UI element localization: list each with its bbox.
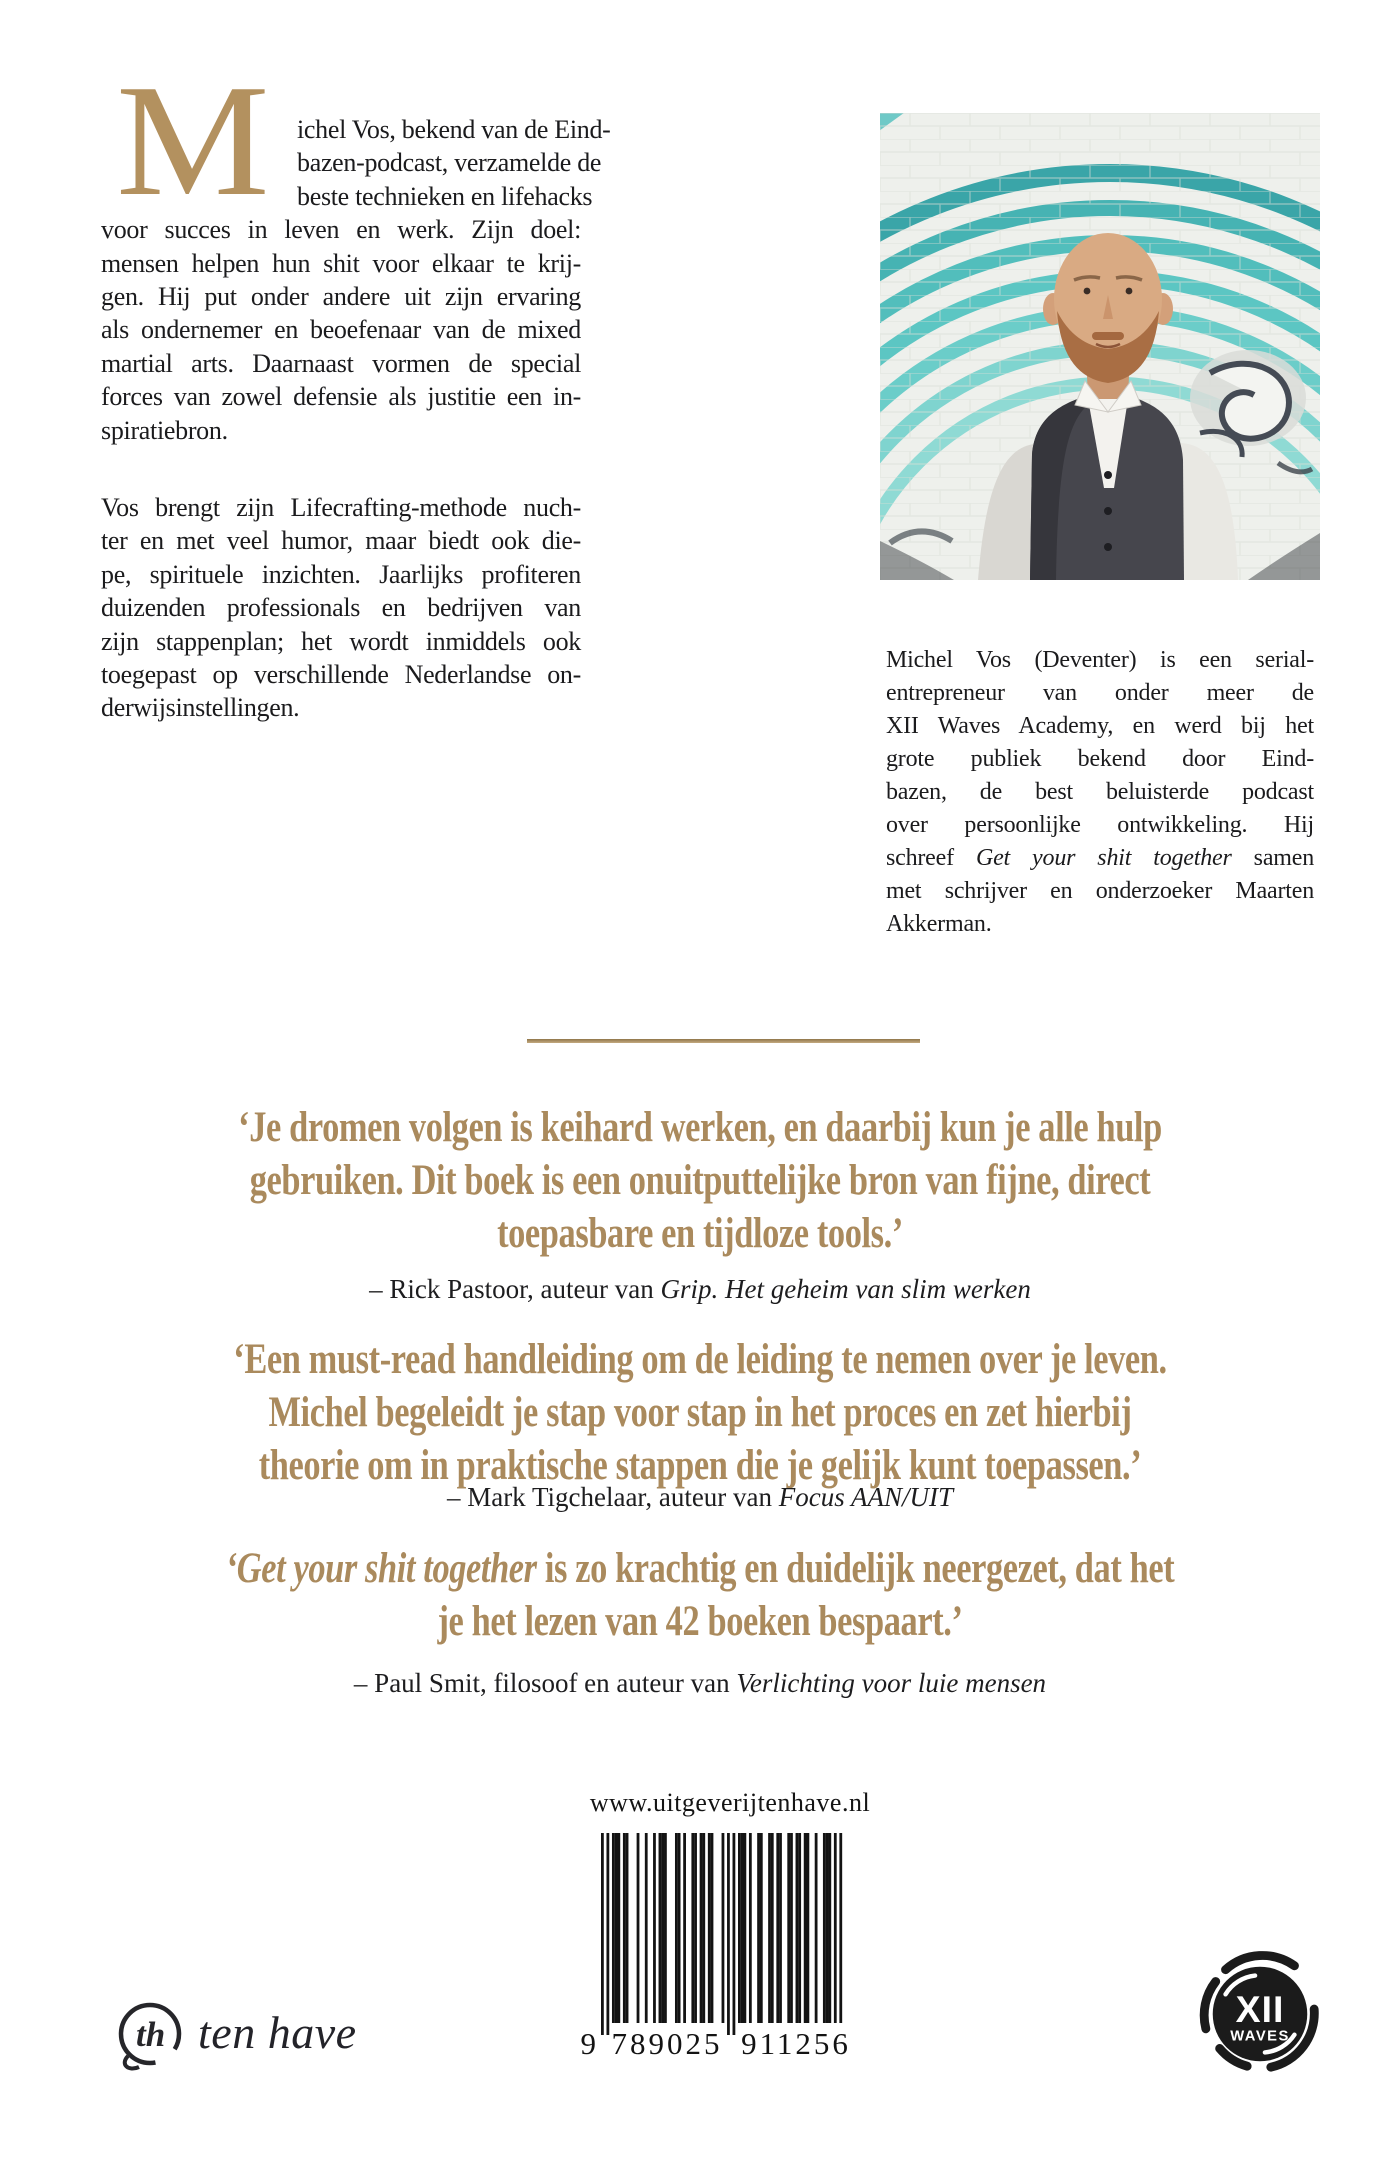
- quote-line: [140, 1101, 1260, 1154]
- barcode-bars: [601, 1833, 862, 2035]
- about-text-line: voor succes in leven en werk. Zijn doel:: [101, 215, 581, 245]
- barcode-bar: [779, 1833, 782, 2023]
- italic-text: Get your shit together: [975, 845, 1232, 871]
- quote-line: [140, 1386, 1260, 1439]
- quote-line: [140, 1595, 1260, 1648]
- bio-text-line: [886, 809, 1314, 842]
- barcode-bar: [787, 1833, 790, 2023]
- quote-attribution: [0, 1666, 1400, 1700]
- about-text-line: Vos brengt zijn Lifecrafting-methode nuch-: [101, 493, 581, 522]
- text-run: – Rick Pastoor, auteur van: [369, 1274, 661, 1304]
- about-text-line: mensen helpen hun shit voor elkaar te krij-: [101, 248, 581, 278]
- barcode-bar: [757, 1833, 760, 2023]
- barcode-bar: [815, 1833, 818, 2023]
- about-text-line: spiratiebron.: [101, 415, 228, 445]
- text-run: Michel Vos (Deventer) is een serial-: [886, 647, 1314, 673]
- endorsement-quote: [0, 1542, 1400, 1648]
- barcode-bar: [790, 1833, 793, 2023]
- bio-text-line: [886, 908, 1314, 941]
- italic-text: Verlichting voor luie mensen: [736, 1668, 1047, 1698]
- dropcap-m: M: [116, 51, 270, 229]
- tenhave-monogram-icon: [112, 1992, 196, 2082]
- bio-text-line: [886, 842, 1314, 875]
- barcode-bar: [653, 1833, 656, 2023]
- barcode-bar: [749, 1833, 752, 2023]
- website-url: www.uitgeverijtenhave.nl: [589, 1788, 871, 1817]
- text-run: schreef: [886, 845, 976, 871]
- barcode-bar: [683, 1833, 686, 2023]
- quote-line: [140, 1154, 1260, 1207]
- barcode-bar: [617, 1833, 620, 2023]
- tenhave-monogram-text: th: [136, 2015, 166, 2054]
- xii-waves-logo-icon: [1196, 1950, 1324, 2078]
- barcode-bar: [826, 1833, 829, 2023]
- about-text-line: als ondernemer en beoefenaar van de mixed: [101, 315, 581, 345]
- bio-text-line: [886, 677, 1314, 710]
- about-text-line: bazen-podcast, verzamelde de: [297, 148, 602, 178]
- text-run: is zo krachtig en duidelijk neergezet, dat het: [536, 1545, 1175, 1592]
- barcode-bar: [798, 1833, 801, 2023]
- about-paragraph-2: [101, 491, 581, 725]
- text-run: Michel begeleidt je stap voor stap in het proces en zet hierbij: [268, 1389, 1132, 1436]
- barcode-bar: [743, 1833, 746, 2023]
- about-text-line: beste technieken en lifehacks: [297, 181, 593, 211]
- author-bio: [886, 644, 1314, 941]
- quote-line: [140, 1542, 1260, 1595]
- barcode-bar: [708, 1833, 711, 2023]
- endorsement-quote: [0, 1333, 1400, 1492]
- bio-text-line: [886, 776, 1314, 809]
- italic-text: ‘Get your shit together: [225, 1545, 537, 1592]
- about-text-line: duizenden professionals en bedrijven van: [101, 593, 581, 623]
- text-run: gebruiken. Dit boek is een onuitputtelijke bron van fijne, direct: [249, 1157, 1151, 1204]
- text-run: over persoonlijke ontwikkeling. Hij: [886, 812, 1314, 838]
- about-text-line: ichel Vos, bekend van de Eind-: [297, 115, 611, 144]
- text-run: je het lezen van 42 boeken bespaart.’: [437, 1598, 963, 1645]
- bio-text-line: [886, 644, 1314, 677]
- text-run: bazen, de best beluisterde podcast: [886, 779, 1314, 805]
- about-text-line: ter en met veel humor, maar biedt ook die-: [101, 526, 581, 556]
- text-run: toepasbare en tijdloze tools.’: [497, 1210, 903, 1257]
- barcode-digits-right: 911256: [741, 2026, 851, 2061]
- barcode-bar: [612, 1833, 615, 2023]
- about-text-line: zijn stappenplan; het wordt inmiddels ook: [101, 626, 581, 656]
- barcode-bar: [606, 1833, 609, 2035]
- quote-line: [140, 1333, 1260, 1386]
- barcode-bar: [700, 1833, 703, 2023]
- barcode-bar: [733, 1833, 736, 2035]
- barcode-bar: [823, 1833, 826, 2023]
- about-text-line: derwijsinstellingen.: [101, 693, 300, 723]
- tenhave-wordmark: ten have: [198, 2007, 357, 2058]
- text-run: Akkerman.: [886, 911, 992, 937]
- text-run: theorie om in praktische stappen die je gelijk kunt toepassen.’: [258, 1442, 1142, 1489]
- about-text-line: pe, spirituele inzichten. Jaarlijks profiteren: [101, 559, 581, 589]
- barcode-bar: [678, 1833, 681, 2023]
- barcode-bar: [804, 1833, 807, 2023]
- barcode-bar: [601, 1833, 604, 2035]
- quote-line: [140, 1439, 1260, 1492]
- barcode-bar: [637, 1833, 640, 2023]
- text-run: grote publiek bekend door Eind-: [886, 746, 1314, 772]
- barcode-bar: [659, 1833, 662, 2023]
- barcode-bar: [776, 1833, 779, 2023]
- quote-line: [140, 1207, 1260, 1260]
- barcode-bar: [664, 1833, 667, 2023]
- barcode-bar: [738, 1833, 741, 2023]
- text-run: XII Waves Academy, en werd bij het: [886, 713, 1314, 739]
- about-text-line: martial arts. Daarnaast vormen de special: [101, 348, 581, 378]
- waves-logo-xii-text: XII: [1235, 1987, 1285, 2030]
- barcode-bar: [615, 1833, 618, 2023]
- bio-text-line: [886, 710, 1314, 743]
- barcode-bar: [623, 1833, 626, 2023]
- barcode-bar: [796, 1833, 799, 2023]
- barcode-bar: [727, 1833, 730, 2035]
- barcode-bar: [741, 1833, 744, 2023]
- italic-text: Focus AAN/UIT: [778, 1482, 954, 1512]
- text-run: entrepreneur van onder meer de: [886, 680, 1314, 706]
- barcode-bar: [828, 1833, 831, 2023]
- ean-barcode: [601, 1833, 862, 2035]
- barcode-digits-left: 789025: [611, 2026, 723, 2061]
- waves-logo-waves-text: WAVES: [1230, 2028, 1290, 2045]
- barcode-bar: [645, 1833, 648, 2023]
- barcode-bar: [702, 1833, 705, 2023]
- quote-attribution: [0, 1480, 1400, 1514]
- barcode-digit-leading: 9: [580, 2026, 596, 2061]
- barcode-bar: [694, 1833, 697, 2023]
- text-run: – Mark Tigchelaar, auteur van: [446, 1482, 779, 1512]
- quote-attribution: [0, 1272, 1400, 1306]
- barcode-bar: [626, 1833, 629, 2023]
- barcode-bar: [807, 1833, 810, 2023]
- barcode-bar: [711, 1833, 714, 2023]
- barcode-bar: [722, 1833, 725, 2023]
- text-run: ‘Je dromen volgen is keihard werken, en daarbij kun je alle hulp: [238, 1104, 1162, 1151]
- barcode-bar: [691, 1833, 694, 2023]
- barcode-bar: [839, 1833, 842, 2023]
- about-text-line: toegepast op verschillende Nederlandse on-: [101, 660, 581, 690]
- barcode-bar: [760, 1833, 763, 2023]
- endorsement-quote: [0, 1101, 1400, 1260]
- text-run: ‘Een must-read handleiding om de leiding te nemen over je leven.: [233, 1336, 1167, 1383]
- barcode-bar: [771, 1833, 774, 2023]
- author-photo: [880, 113, 1320, 580]
- barcode-bar: [675, 1833, 678, 2023]
- text-run: – Paul Smit, filosoof en auteur van: [353, 1668, 737, 1698]
- bio-text-line: [886, 875, 1314, 908]
- bio-text-line: [886, 743, 1314, 776]
- about-text-line: forces van zowel defensie als justitie een in-: [101, 382, 581, 412]
- about-paragraph-1: [101, 113, 611, 447]
- barcode-bar: [834, 1833, 837, 2023]
- author-photo-illustration: [880, 113, 1320, 580]
- text-run: samen: [1231, 845, 1314, 871]
- italic-text: Grip. Het geheim van slim werken: [660, 1274, 1031, 1304]
- publisher-logo-tenhave: [112, 1992, 532, 2092]
- barcode-bar: [661, 1833, 664, 2023]
- barcode-bar: [768, 1833, 771, 2023]
- about-text-line: gen. Hij put onder andere uit zijn ervaring: [101, 282, 581, 312]
- gold-divider: [527, 1039, 920, 1043]
- text-run: met schrijver en onderzoeker Maarten: [886, 878, 1314, 904]
